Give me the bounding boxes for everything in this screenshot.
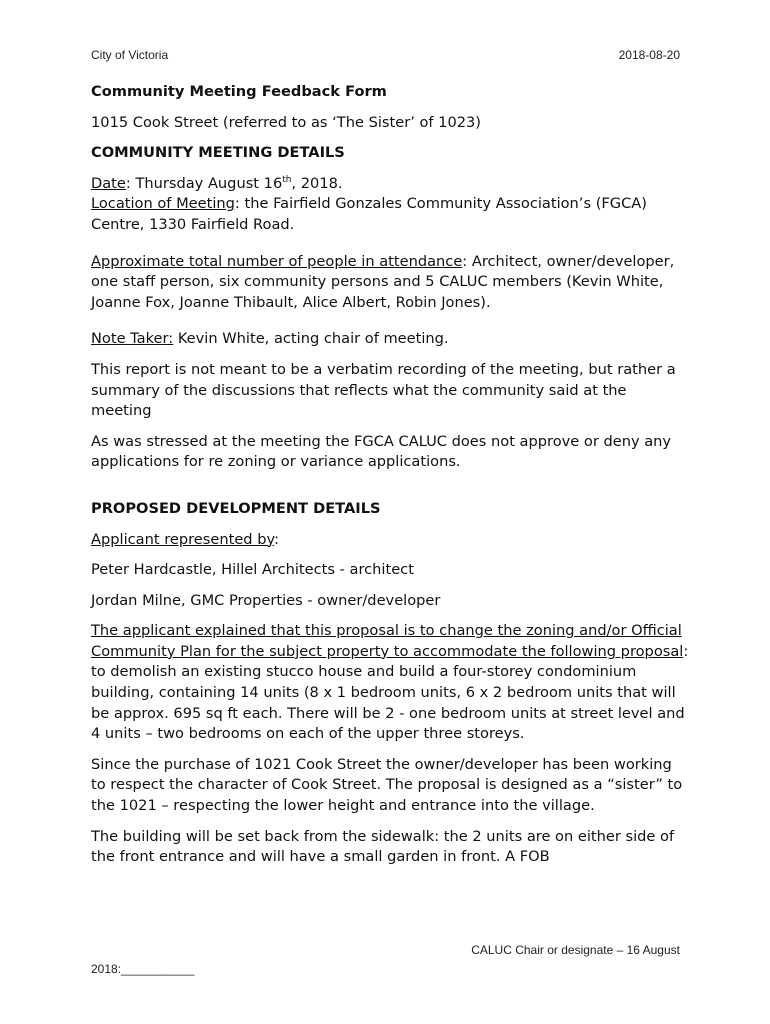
date-value: : Thursday August 16 [125,174,283,192]
applicant-label: Applicant represented by [91,530,275,548]
applicant-architect: Peter Hardcastle, Hillel Architects - architect [91,561,414,579]
building-setback-paragraph: The building will be set back from the sidewalk: the 2 units are on either side of the front entrance and will have a small garden in front. A FOB [91,827,675,866]
footer-signature-date: 2018:___________ [91,962,195,976]
report-disclaimer: This report is not meant to be a verbatim recording of the meeting, but rather a summary of the discussions that reflects what the community said at the meeting [91,360,676,420]
location-value: : the Fairfield Gonzales Community Association’s (FGCA) Centre, 1330 Fairfield Road. [91,195,647,233]
meeting-location [91,194,691,235]
date-year: , 2018. [291,174,343,192]
applicant-heading [91,530,691,551]
subject-line: 1015 Cook Street (referred to as ‘The Sister’ of 1023) [91,113,482,131]
proposal-description [91,621,691,745]
attendance [91,252,691,314]
meeting-date [91,174,691,195]
section-heading-meeting-details: COMMUNITY MEETING DETAILS [91,144,345,162]
section-heading-development-details: PROPOSED DEVELOPMENT DETAILS [91,499,381,517]
applicant-developer: Jordan Milne, GMC Properties - owner/developer [91,591,441,609]
document-body [91,82,691,868]
applicant-colon: : [274,530,279,548]
proposal-label: The applicant explained that this proposal is to change the zoning and/or Official Community Plan for the subject property to accommodate the following proposal [91,622,684,660]
date-label: Date [91,174,126,192]
header-date: 2018-08-20 [618,48,680,62]
since-purchase-paragraph: Since the purchase of 1021 Cook Street the owner/developer has been working to respect the character of Cook Street. The proposal is designed as a “sister” to the 1021 – respecting the lower height and entrance into the village. [91,755,683,815]
location-label: Location of Meeting [91,195,235,213]
proposal-value: : to demolish an existing stucco house and build a four-storey condominium building, containing 14 units (8 x 1 bedroom units, 6 x 2 bedroom units that will be approx. 695 sq ft each. There will be 2 - one bedroom units at street level and 4 units – two bedrooms on each of the upper three storeys. [91,642,689,743]
header-org: City of Victoria [91,48,169,62]
note-taker [91,329,691,350]
caluc-disclaimer: As was stressed at the meeting the FGCA CALUC does not approve or deny any applications for re zoning or variance applications. [91,432,672,471]
form-title: Community Meeting Feedback Form [91,83,387,100]
note-taker-value: Kevin White, acting chair of meeting. [173,330,449,348]
note-taker-label: Note Taker: [91,330,174,348]
attendance-value: : Architect, owner/developer, one staff person, six community persons and 5 CALUC members (Kevin White, Joanne Fox, Joanne Thibault, Alice Albert, Robin Jones). [91,252,675,311]
footer-signature-line: CALUC Chair or designate – 16 August [471,943,680,957]
attendance-label: Approximate total number of people in attendance [91,252,463,270]
date-ordinal: th [282,174,292,185]
